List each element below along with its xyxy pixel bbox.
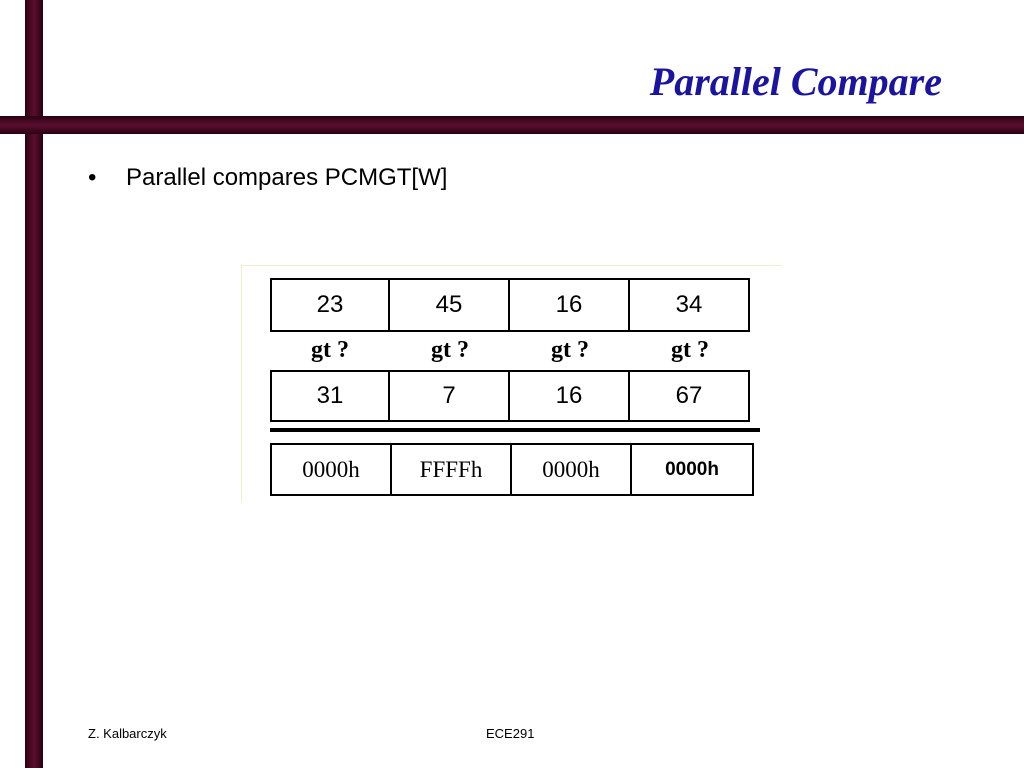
bullet-text: Parallel compares PCMGT[W] <box>126 164 448 191</box>
operand-a-row <box>270 278 750 332</box>
result-row <box>270 443 754 496</box>
operand-b-cell: 67 <box>675 382 703 409</box>
operand-a-cell: 23 <box>272 280 390 330</box>
operand-b-row <box>270 370 750 422</box>
operand-a-cell: 16 <box>510 280 630 330</box>
bullet-marker: • <box>88 164 97 191</box>
operand-a-cell: 34 <box>675 291 703 318</box>
gt-label: gt ? <box>311 336 349 363</box>
operand-b-cell: 16 <box>510 372 630 420</box>
bullet-item <box>88 164 447 192</box>
gt-label: gt ? <box>431 336 469 363</box>
slide-title: Parallel Compare <box>649 59 942 104</box>
footer-author: Z. Kalbarczyk <box>88 726 167 741</box>
comparison-labels <box>270 332 750 368</box>
gt-label: gt ? <box>671 336 709 363</box>
operand-b-cell: 31 <box>272 372 390 420</box>
footer-course: ECE291 <box>486 726 535 741</box>
parallel-compare-figure <box>241 265 782 502</box>
result-cell: 0000h <box>512 445 632 494</box>
result-cell: FFFFh <box>392 445 512 494</box>
result-separator-line <box>270 428 760 432</box>
title-underline-bar <box>0 116 1024 134</box>
operand-b-cell: 7 <box>390 372 510 420</box>
operand-a-cell: 45 <box>390 280 510 330</box>
gt-label: gt ? <box>551 336 589 363</box>
result-cell: 0000h <box>665 458 719 480</box>
result-cell: 0000h <box>272 445 392 494</box>
